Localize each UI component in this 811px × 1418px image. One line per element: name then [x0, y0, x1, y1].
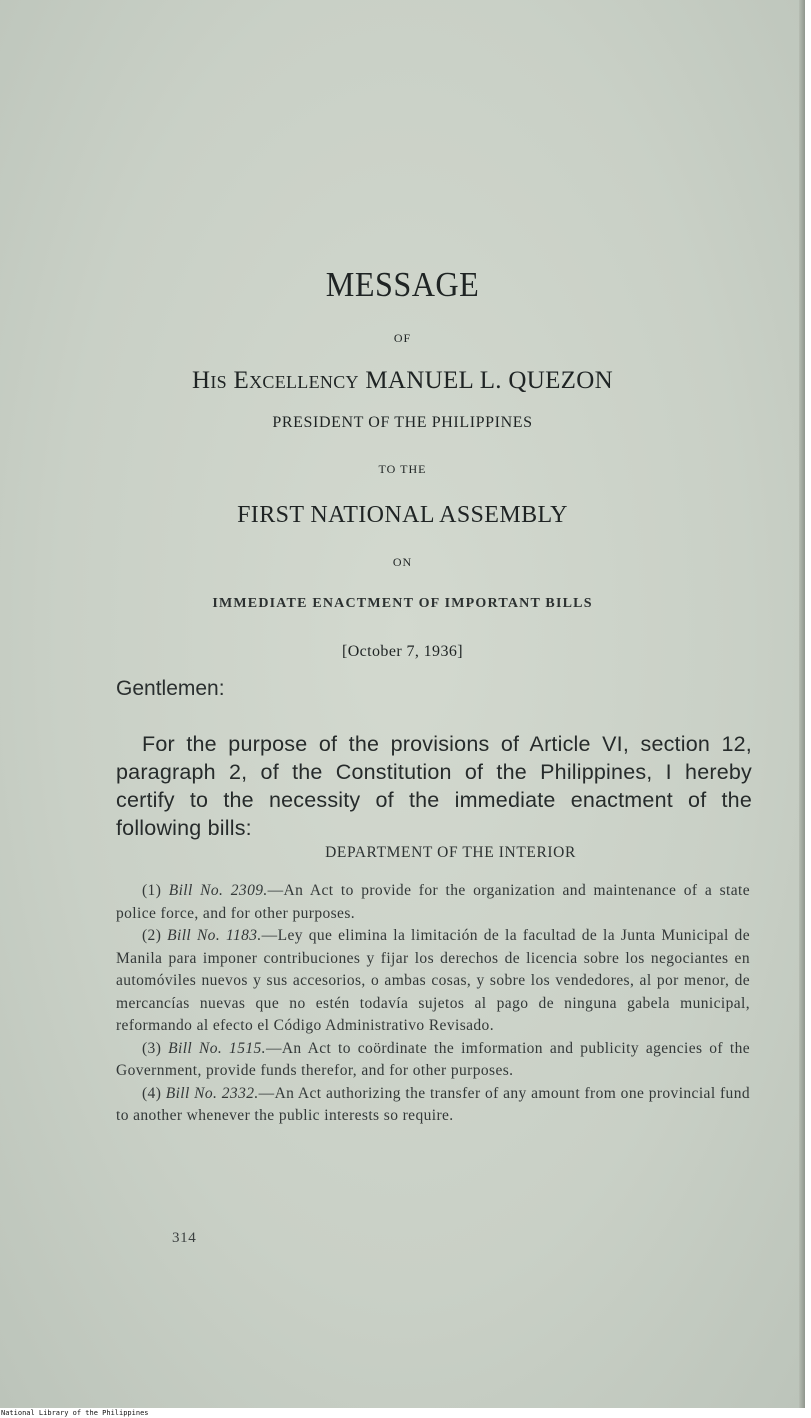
bill-text: —Ley que elimina la limitación de la facultad de la Junta Municipal de Manila para imponer contribuciones y fijar los derechos de licencia sobre los negociantes en automóviles nuevos y sus accesorios, o ambas cosas, y sobre los vendedores, al por menor, de mercancías nuevas que no estén todavía sujetos al pago de ninguna gabela municipal, reformando al efecto el Código Administrativo Revisado.: [116, 927, 750, 1034]
page-edge-shadow: [799, 0, 805, 1408]
intro-paragraph: For the purpose of the provisions of Article VI, section 12, paragraph 2, of the Constitution of the Philippines, I hereby certify to the necessity of the immediate enactment of the following bills:: [116, 731, 752, 840]
bill-text: —An Act authorizing the transfer of any amount from one provincial fund to another whenever the public interests so require.: [116, 1084, 750, 1124]
on-label: ON: [392, 555, 413, 569]
addressee: FIRST NATIONAL ASSEMBLY: [237, 502, 568, 528]
bill-item: [116, 1083, 750, 1128]
bill-id: Bill No. 1515.: [168, 1039, 266, 1057]
bill-number: (3): [142, 1039, 162, 1057]
bill-number: (2): [142, 927, 162, 944]
bill-id: Bill No. 1183.: [167, 927, 262, 944]
bill-number: (1): [142, 882, 162, 899]
bill-item: [116, 925, 750, 1038]
position-title: PRESIDENT OF THE PHILIPPINES: [272, 414, 533, 431]
page-number: 314: [172, 1230, 197, 1246]
to-the-label: TO THE: [378, 462, 427, 476]
salutation: Gentlemen:: [116, 677, 225, 700]
excellency-prefix: His Excellency: [192, 367, 359, 394]
bill-text: —An Act to coördinate the imformation and publicity agencies of the Government, provide funds therefor, and for other purposes.: [116, 1039, 750, 1079]
bill-item: [116, 1038, 750, 1083]
bill-id: Bill No. 2309.: [168, 882, 268, 899]
library-credit: National Library of the Philippines: [1, 1409, 149, 1417]
document-title: MESSAGE: [325, 265, 480, 304]
section-heading: DEPARTMENT OF THE INTERIOR: [325, 844, 576, 861]
of-label: OF: [393, 331, 412, 345]
bill-id: Bill No. 2332.: [165, 1084, 259, 1102]
bill-item: [116, 880, 750, 925]
bill-text: —An Act to provide for the organization and maintenance of a state police force, and for other purposes.: [116, 882, 750, 922]
excellency-name: MANUEL L. QUEZON: [365, 367, 613, 394]
bill-number: (4): [142, 1084, 162, 1102]
subject-heading: IMMEDIATE ENACTMENT OF IMPORTANT BILLS: [212, 596, 593, 611]
message-date: [October 7, 1936]: [342, 643, 463, 660]
excellency-line: [0, 367, 805, 395]
bill-list: [116, 880, 750, 1128]
